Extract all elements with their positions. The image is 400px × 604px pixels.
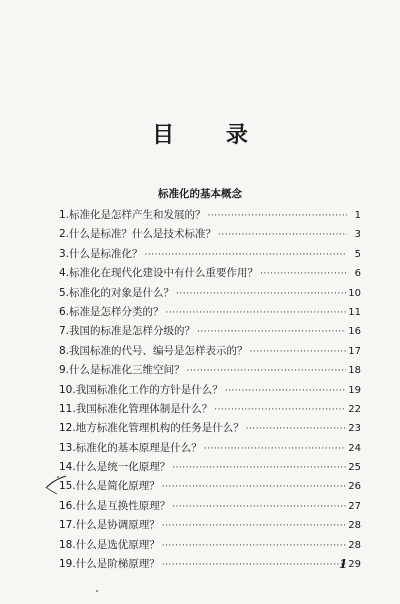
toc-entry bbox=[59, 285, 361, 304]
section-heading: 标准化的基本概念 bbox=[158, 188, 242, 200]
dot-leader bbox=[176, 289, 346, 299]
toc-entry-text: 2.什么是标准？什么是技术标准？ bbox=[59, 228, 217, 241]
scan-speck bbox=[57, 476, 59, 478]
toc-entry bbox=[59, 246, 361, 265]
dot-leader bbox=[250, 347, 347, 357]
toc-entry-text: 12.地方标准化管理机构的任务是什么？ bbox=[59, 422, 244, 435]
dot-leader bbox=[218, 230, 347, 240]
toc-entry bbox=[59, 323, 361, 342]
page-title: 目 录 bbox=[152, 123, 270, 148]
toc-entry-page: 11 bbox=[348, 306, 361, 318]
dot-leader bbox=[187, 366, 347, 376]
dot-leader bbox=[162, 482, 347, 492]
toc-entry-page: 3 bbox=[354, 229, 361, 241]
toc-entry bbox=[59, 556, 361, 575]
toc-entry-text: 4.标准化在现代化建设中有什么重要作用？ bbox=[59, 267, 259, 280]
dot-leader bbox=[260, 269, 347, 279]
table-of-contents bbox=[59, 207, 361, 575]
scan-speck bbox=[96, 590, 98, 592]
toc-entry-page: 23 bbox=[348, 423, 361, 435]
toc-entry bbox=[59, 537, 361, 556]
dot-leader bbox=[246, 424, 347, 434]
toc-entry bbox=[59, 362, 361, 381]
toc-entry-text: 15.什么是简化原理？ bbox=[59, 480, 160, 493]
toc-entry-page: 25 bbox=[348, 462, 361, 474]
toc-entry-page: 28 bbox=[348, 539, 361, 551]
toc-entry bbox=[59, 304, 361, 323]
toc-entry-text: 17.什么是协调原理？ bbox=[59, 519, 160, 532]
toc-entry-text: 11.我国标准化管理体制是什么？ bbox=[59, 402, 213, 415]
dot-leader bbox=[162, 541, 347, 551]
toc-entry-text: 8.我国标准的代号、编号是怎样表示的？ bbox=[59, 344, 248, 357]
dot-leader bbox=[204, 444, 347, 454]
toc-entry-page: 18 bbox=[348, 365, 361, 377]
toc-entry-page: 6 bbox=[354, 268, 361, 280]
toc-entry-page: 19 bbox=[348, 384, 361, 396]
toc-entry bbox=[59, 420, 361, 439]
toc-entry bbox=[59, 207, 361, 226]
dot-leader bbox=[162, 560, 347, 570]
toc-entry-text: 5.标准化的对象是什么？ bbox=[59, 286, 175, 299]
toc-entry bbox=[59, 401, 361, 420]
page-number: 1 bbox=[339, 557, 348, 571]
toc-entry-text: 6.标准是怎样分类的？ bbox=[59, 305, 164, 318]
dot-leader bbox=[197, 327, 346, 337]
toc-entry-text: 14.什么是统一化原理？ bbox=[59, 461, 171, 474]
toc-entry-text: 10.我国标准化工作的方针是什么？ bbox=[59, 383, 223, 396]
toc-entry-page: 1 bbox=[354, 210, 361, 221]
toc-entry bbox=[59, 478, 361, 497]
toc-entry bbox=[59, 343, 361, 362]
toc-entry-page: 22 bbox=[348, 403, 361, 415]
toc-entry bbox=[59, 498, 361, 517]
dot-leader bbox=[172, 463, 346, 473]
toc-entry-text: 19.什么是阶梯原理？ bbox=[59, 558, 160, 571]
toc-entry-text: 9.什么是标准化三维空间？ bbox=[59, 364, 185, 377]
toc-entry bbox=[59, 226, 361, 245]
toc-entry bbox=[59, 459, 361, 478]
dot-leader bbox=[214, 405, 346, 415]
toc-entry-text: 18.什么是选优原理？ bbox=[59, 538, 160, 551]
toc-entry-page: 24 bbox=[348, 442, 361, 454]
dot-leader bbox=[225, 386, 347, 396]
toc-entry-text: 3.什么是标准化？ bbox=[59, 247, 143, 260]
toc-entry-page: 17 bbox=[348, 345, 361, 357]
dot-leader bbox=[208, 211, 347, 221]
toc-entry bbox=[59, 440, 361, 459]
toc-entry bbox=[59, 517, 361, 536]
toc-entry bbox=[59, 265, 361, 284]
toc-entry-page: 16 bbox=[348, 326, 361, 338]
toc-entry bbox=[59, 382, 361, 401]
toc-entry-text: 13.标准化的基本原理是什么？ bbox=[59, 441, 202, 454]
toc-entry-text: 1.标准化是怎样产生和发展的？ bbox=[59, 209, 206, 221]
toc-entry-page: 28 bbox=[348, 520, 361, 532]
pen-check-mark bbox=[44, 474, 68, 496]
toc-entry-page: 10 bbox=[348, 287, 361, 299]
toc-entry-page: 26 bbox=[348, 481, 361, 493]
toc-entry-page: 5 bbox=[354, 248, 361, 260]
toc-entry-text: 7.我国的标准是怎样分级的？ bbox=[59, 325, 196, 338]
toc-entry-page: 29 bbox=[348, 559, 361, 571]
dot-leader bbox=[145, 250, 347, 260]
dot-leader bbox=[162, 521, 347, 531]
dot-leader bbox=[166, 308, 347, 318]
toc-entry-text: 16.什么是互换性原理？ bbox=[59, 499, 171, 512]
dot-leader bbox=[172, 502, 346, 512]
toc-entry-page: 27 bbox=[348, 500, 361, 512]
